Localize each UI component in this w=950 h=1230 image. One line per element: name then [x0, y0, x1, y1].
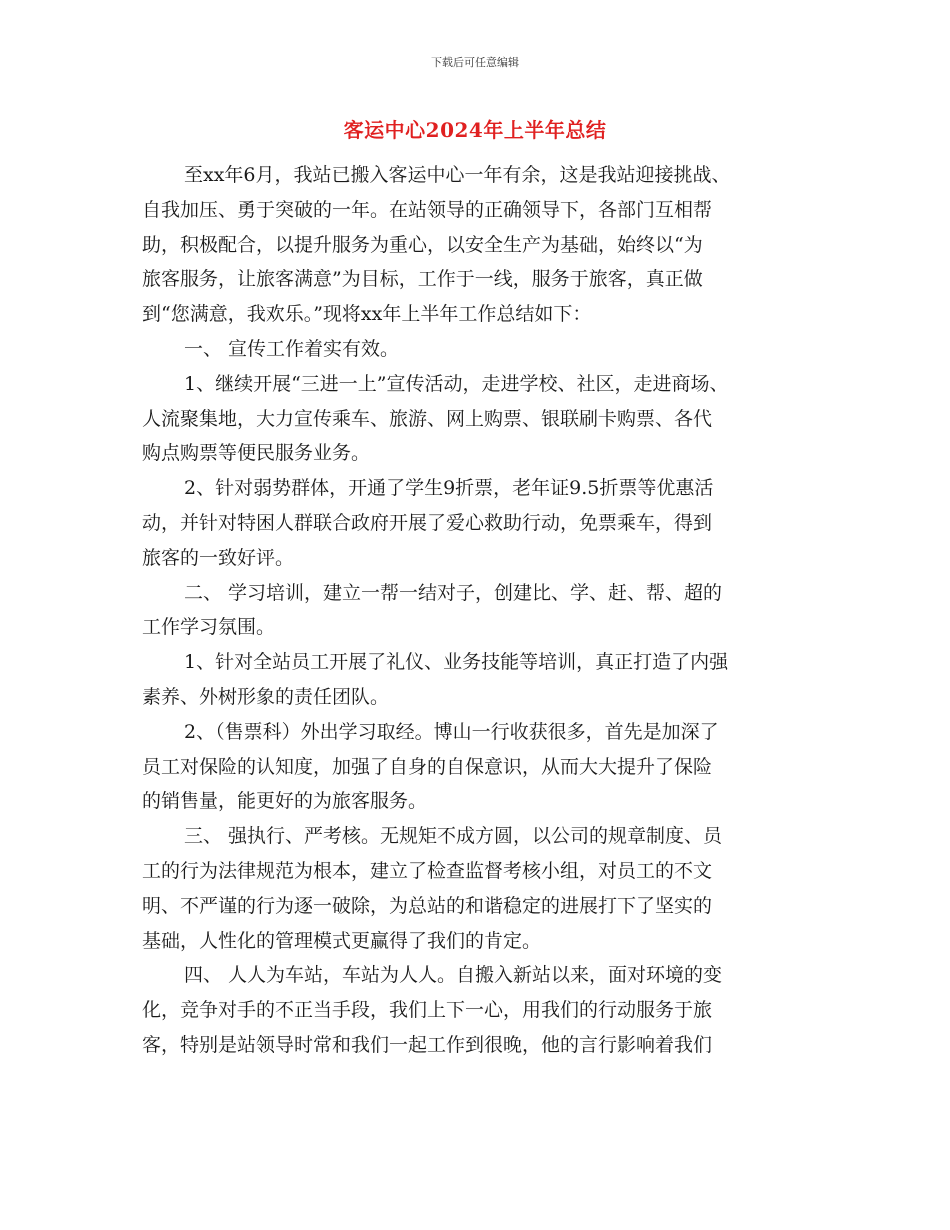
body-line: 至xx年6月，我站已搬入客运中心一年有余，这是我站迎接挑战、 — [184, 164, 731, 186]
body-line: 客，特别是站领导时常和我们一起工作到很晚，他的言行影响着我们 — [142, 1033, 713, 1056]
body-line: 人流聚集地，大力宣传乘车、旅游、网上购票、银联刷卡购票、各代 — [142, 407, 713, 430]
body-line: 工作学习氛围。 — [142, 616, 276, 639]
section-heading: 四、 人人为车站，车站为人人。自搬入新站以来，面对环境的变 — [184, 964, 723, 987]
section-heading: 三、 强执行、严考核。无规矩不成方圆，以公司的规章制度、员 — [184, 825, 723, 848]
body-line: 基础，人性化的管理模式更赢得了我们的肯定。 — [142, 929, 542, 952]
body-line: 工的行为法律规范为根本，建立了检查监督考核小组，对员工的不文 — [142, 859, 713, 882]
body-line: 明、不严谨的行为逐一破除，为总站的和谐稳定的进展打下了坚实的 — [142, 894, 713, 917]
body-line: 2、（售票科）外出学习取经。博山一行收获很多，首先是加深了 — [184, 720, 719, 743]
page-header: 下载后可任意编辑 — [431, 56, 519, 69]
body-line: 化，竞争对手的不正当手段，我们上下一心，用我们的行动服务于旅 — [142, 999, 713, 1022]
body-line: 2、针对弱势群体，开通了学生9折票，老年证9.5折票等优惠活 — [184, 477, 714, 500]
body-line: 员工对保险的认知度，加强了自身的自保意识，从而大大提升了保险 — [142, 755, 713, 778]
body-line: 旅客的一致好评。 — [142, 546, 295, 569]
document-body — [142, 158, 832, 1063]
body-line: 1、针对全站员工开展了礼仪、业务技能等培训，真正打造了内强 — [184, 651, 729, 674]
body-line: 1、继续开展“三进一上”宣传活动，走进学校、社区，走进商场、 — [184, 372, 729, 395]
section-heading: 二、 学习培训，建立一帮一结对子，创建比、学、赶、帮、超的 — [184, 581, 723, 604]
body-line: 的销售量，能更好的为旅客服务。 — [142, 790, 428, 813]
body-line: 动，并针对特困人群联合政府开展了爱心救助行动，免票乘车，得到 — [142, 511, 713, 534]
body-line: 旅客服务，让旅客满意”为目标，工作于一线，服务于旅客，真正做 — [142, 268, 703, 291]
body-line: 购点购票等便民服务业务。 — [142, 442, 371, 465]
body-line: 到“您满意，我欢乐。”现将xx年上半年工作总结如下： — [142, 303, 592, 326]
document-title: 客运中心2024年上半年总结 — [343, 118, 607, 142]
body-line: 助，积极配合，以提升服务为重心，以安全生产为基础，始终以“为 — [142, 233, 703, 256]
body-line: 自我加压、勇于突破的一年。在站领导的正确领导下，各部门互相帮 — [142, 198, 713, 221]
section-heading: 一、 宣传工作着实有效。 — [184, 337, 400, 360]
body-line: 素养、外树形象的责任团队。 — [142, 685, 390, 708]
